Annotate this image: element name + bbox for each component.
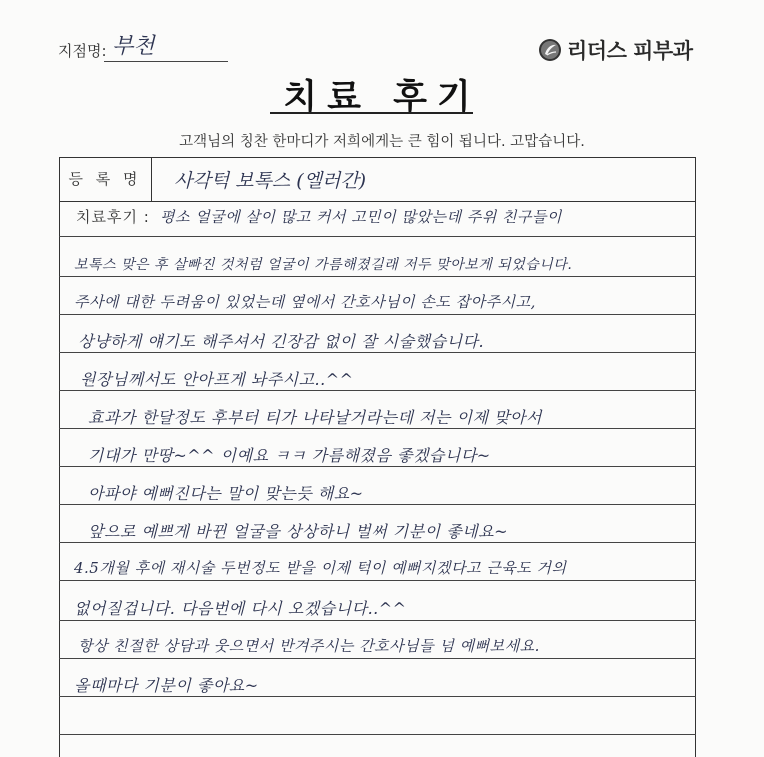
ruled-line bbox=[59, 352, 696, 353]
title-underline bbox=[270, 112, 473, 114]
ruled-line bbox=[59, 236, 696, 237]
brand-logo-icon bbox=[538, 38, 562, 62]
ruled-line bbox=[59, 658, 696, 659]
brand-logo bbox=[538, 36, 693, 64]
review-line: 기대가 만땅~^^ 이예요 ㅋㅋ 가름해졌음 좋겠습니다~ bbox=[88, 446, 491, 465]
name-row bbox=[59, 157, 696, 202]
ruled-line bbox=[59, 542, 696, 543]
ruled-line bbox=[59, 428, 696, 429]
ruled-line bbox=[59, 504, 696, 505]
brand-name: 리더스 피부과 bbox=[567, 39, 693, 63]
ruled-line bbox=[59, 466, 696, 467]
branch-underline bbox=[104, 61, 228, 62]
review-label: 치료후기 : bbox=[76, 208, 150, 226]
ruled-line bbox=[59, 580, 696, 581]
ruled-line bbox=[59, 734, 696, 735]
review-line: 보톡스 맞은 후 살빠진 것처럼 얼굴이 가름해졌길래 저두 맞아보게 되었습니다. bbox=[74, 257, 573, 273]
branch-label: 지점명: bbox=[58, 42, 107, 60]
review-line: 항상 친절한 상담과 웃으면서 반겨주시는 간호사님들 넘 예뻐보세요. bbox=[78, 637, 540, 655]
page-title: 치료 후기 bbox=[283, 78, 481, 118]
ruled-line bbox=[59, 276, 696, 277]
review-line: 평소 얼굴에 살이 많고 커서 고민이 많았는데 주위 친구들이 bbox=[160, 208, 562, 226]
review-line: 올때마다 기분이 좋아요~ bbox=[74, 676, 259, 695]
name-label: 등 록 명 bbox=[59, 157, 152, 201]
review-line: 4.5개월 후에 재시술 두번정도 받을 이제 턱이 예뻐지겠다고 근육도 거의 bbox=[74, 559, 567, 577]
page-subtitle: 고객님의 칭찬 한마디가 저희에게는 큰 힘이 됩니다. 고맙습니다. bbox=[179, 134, 585, 150]
review-line: 상냥하게 얘기도 해주셔서 긴장감 없이 잘 시술했습니다. bbox=[78, 332, 485, 351]
branch-name-handwritten: 부천 bbox=[112, 34, 155, 59]
ruled-line bbox=[59, 314, 696, 315]
review-line: 앞으로 예쁘게 바뀐 얼굴을 상상하니 벌써 기분이 좋네요~ bbox=[88, 522, 508, 541]
ruled-line bbox=[59, 696, 696, 697]
review-line: 효과가 한달정도 후부터 티가 나타날거라는데 저는 이제 맞아서 bbox=[88, 408, 542, 427]
review-line: 주사에 대한 두려움이 있었는데 옆에서 간호사님이 손도 잡아주시고, bbox=[74, 293, 536, 311]
ruled-line bbox=[59, 620, 696, 621]
review-line: 없어질겁니다. 다음번에 다시 오겠습니다..^^ bbox=[74, 599, 407, 618]
ruled-line bbox=[59, 390, 696, 391]
review-line: 아파야 예뻐진다는 말이 맞는듯 해요~ bbox=[88, 484, 364, 503]
treatment-name-handwritten: 사각턱 보톡스 (엘러간) bbox=[174, 170, 367, 192]
review-line: 원장님께서도 안아프게 놔주시고..^^ bbox=[80, 370, 354, 389]
